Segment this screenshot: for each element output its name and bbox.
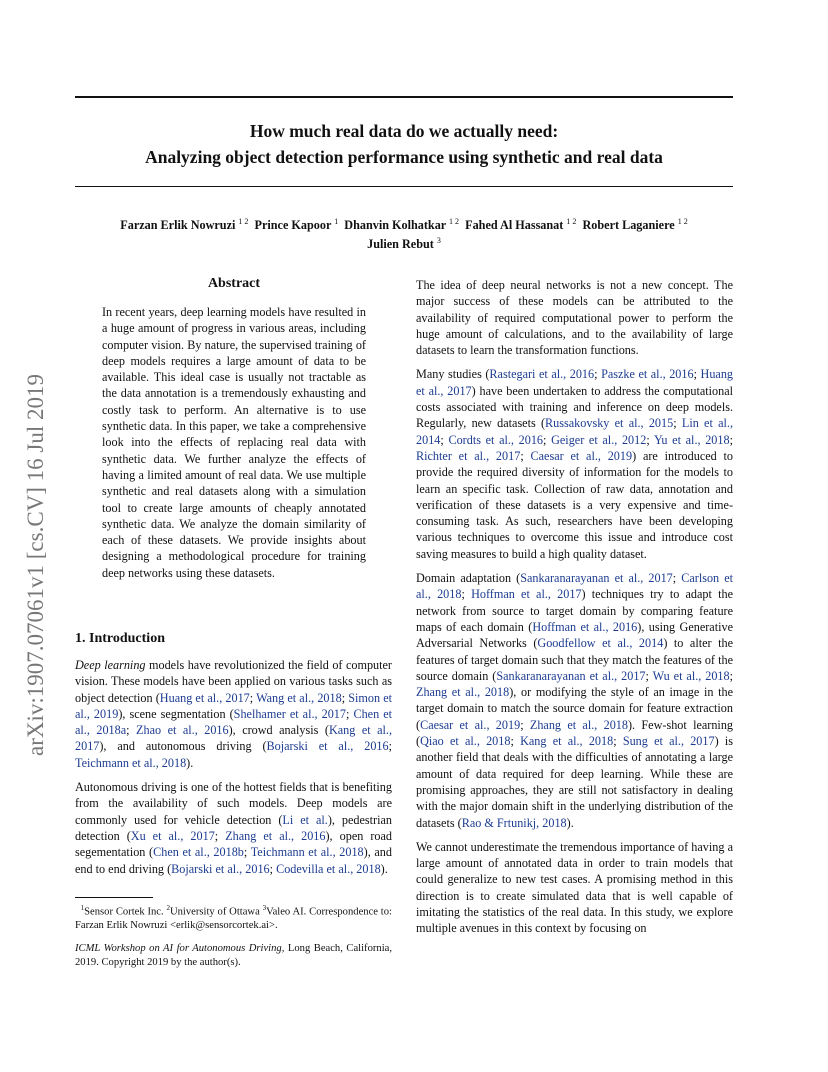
text-run: ) are introduced to provide the required diversity of information for the models to learn an specific task. Collection of raw data, annotation and verification of these datasets is a very expensive and time-consuming task. As such, researchers have been developing various techniques to overcome this issue and introduce cost saving measures to build a high quality dataset. bbox=[416, 448, 733, 561]
citation-link[interactable]: Teichmann et al., 2018 bbox=[250, 845, 364, 860]
citation-link[interactable]: Wang et al., 2018 bbox=[256, 690, 342, 705]
workshop-venue: ICML Workshop on AI for Autonomous Driving bbox=[75, 943, 282, 954]
section-heading-introduction: 1. Introduction bbox=[75, 631, 165, 646]
citation-link[interactable]: Li et al. bbox=[282, 812, 328, 827]
abstract-paragraph: In recent years, deep learning models have resulted in a huge amount of progress in various areas, including computer vision. By nature, the supervised training of deep models requires a large amount of data to be available. This ideal case is usually not tractable as the data annotation is a tremendously exhausting and costly task to perform. An alternative is to use synthetic data. In this paper, we take a comprehensive look into the effects of replacing real data with synthetic data. We further analyze the effects of having a limited amount of real data. We use multiple synthetic and real datasets along with a simulation tool to create large amounts of cheaply annotated synthetic data. We analyze the domain similarity of each of these datasets. We provide insights about designing a methodological procedure for training deep networks using these datasets. bbox=[102, 305, 366, 580]
text-run: ), crowd analysis ( bbox=[228, 723, 329, 738]
text-run: ), or modifying the style of an image in the target domain to match the source domain for feature extraction ( bbox=[416, 685, 734, 732]
citation-link[interactable]: Sung et al., 2017 bbox=[622, 734, 715, 749]
author-name: Julien Rebut bbox=[367, 237, 434, 252]
author-name: Fahed Al Hassanat bbox=[465, 218, 564, 233]
author-affiliation: 1 2 bbox=[677, 217, 688, 226]
text-run: ), and end to end driving ( bbox=[75, 845, 392, 876]
title-top-rule bbox=[75, 96, 733, 98]
abstract-text bbox=[102, 304, 366, 589]
title-bottom-rule bbox=[75, 186, 733, 187]
citation-link[interactable]: Russakovsky et al., 2015 bbox=[545, 416, 674, 431]
citation-link[interactable]: Yu et al., 2018 bbox=[653, 432, 730, 447]
text-run: ). bbox=[566, 815, 574, 830]
author-line-2 bbox=[75, 233, 733, 252]
footnote-rule bbox=[75, 897, 153, 898]
text-run: ; bbox=[594, 367, 602, 382]
citation-link[interactable]: Zhang et al., 2016 bbox=[225, 828, 326, 843]
author-affiliation: 3 bbox=[436, 236, 441, 246]
citation-link[interactable]: Shelhamer et al., 2017 bbox=[233, 706, 346, 721]
text-run: ; bbox=[646, 432, 654, 447]
text-run: ) techniques try to adapt the network from source to target domain by comparing feature maps of each domain ( bbox=[416, 587, 734, 634]
body-paragraph bbox=[416, 839, 733, 937]
citation-link[interactable]: Caesar et al., 2019 bbox=[420, 717, 521, 732]
author-name: Prince Kapoor bbox=[254, 218, 332, 233]
text-run: ; bbox=[729, 432, 733, 447]
citation-link[interactable]: Wu et al., 2018 bbox=[652, 668, 730, 683]
author-line-1 bbox=[75, 214, 733, 233]
citation-link[interactable]: Rao & Frtunikj, 2018 bbox=[461, 815, 567, 830]
text-run: ; bbox=[243, 845, 251, 860]
citation-link[interactable]: Rastegari et al., 2016 bbox=[489, 367, 595, 382]
citation-link[interactable]: Carlson et al., 2018 bbox=[416, 571, 733, 602]
text-run: ; bbox=[613, 734, 623, 749]
citation-link[interactable]: Hoffman et al., 2016 bbox=[532, 619, 638, 634]
intro-paragraph-1 bbox=[75, 657, 392, 771]
citation-link[interactable]: Simon et al., 2019 bbox=[75, 690, 393, 721]
text-run: ) have been undertaken to address the computational costs associated with training and inference on deep models. Regularly, new datasets ( bbox=[416, 383, 733, 431]
abstract-heading: Abstract bbox=[207, 276, 261, 291]
citation-link[interactable]: Huang et al., 2017 bbox=[416, 367, 734, 398]
introduction-text bbox=[75, 657, 392, 885]
arxiv-identifier-text: arXiv:1907.07061v1 [cs.CV] 16 Jul 2019 bbox=[23, 373, 48, 756]
author-name: Farzan Erlik Nowruzi bbox=[120, 218, 236, 233]
citation-link[interactable]: Xu et al., 2017 bbox=[130, 828, 215, 843]
citation-link[interactable]: Bojarski et al., 2016 bbox=[171, 861, 270, 876]
author-list bbox=[75, 214, 733, 252]
citation-link[interactable]: Cordts et al., 2016 bbox=[448, 432, 544, 447]
title-line-2: Analyzing object detection performance using synthetic and real data bbox=[145, 147, 663, 167]
citation-link[interactable]: Codevilla et al., 2018 bbox=[276, 861, 381, 876]
author-affiliation: 1 2 bbox=[238, 217, 249, 226]
text-run: Domain adaptation ( bbox=[416, 571, 521, 586]
citation-link[interactable]: Chen et al., 2018b bbox=[153, 845, 244, 860]
text-run: We cannot underestimate the tremendous importance of having a large amount of annotated data in order to train models that could generalize to new test cases. A promising method in this direction is to create simulated data that is well capable of imitating the statistics of the real data. In this study, we explore multiple avenues in this context by focusing on bbox=[416, 839, 733, 936]
body-paragraph bbox=[416, 366, 733, 562]
affiliation-footnote: $^1$Sensor Cortek Inc. $^2$University of Ottawa $^3$Valeo AI. Correspondence to: Farzan Erlik Nowruzi <erlik@sensorcortek.ai>. bbox=[75, 904, 392, 932]
text-run: ), open road segementation ( bbox=[75, 828, 393, 860]
body-paragraph bbox=[416, 277, 733, 358]
affiliation-2: University of Ottawa bbox=[169, 906, 260, 918]
citation-link[interactable]: Richter et al., 2017 bbox=[416, 448, 521, 463]
text-run: models have revolutionized the field of computer vision. These models have been applied on various tasks such as object detection ( bbox=[75, 658, 392, 705]
text-run: ; bbox=[693, 367, 701, 382]
author-affiliation: 1 2 bbox=[449, 217, 460, 226]
text-run: ; bbox=[672, 571, 682, 586]
text-run: ; bbox=[520, 717, 530, 732]
text-run: ; bbox=[126, 723, 137, 738]
text-run: ; bbox=[269, 861, 277, 876]
text-run: ; bbox=[214, 828, 226, 843]
citation-link[interactable]: Kang et al., 2018 bbox=[520, 734, 614, 749]
text-run: ; bbox=[543, 432, 552, 447]
citation-link[interactable]: Caesar et al., 2019 bbox=[530, 448, 633, 463]
citation-link[interactable]: Lin et al., 2014 bbox=[416, 416, 734, 447]
author-affiliation: 1 2 bbox=[566, 217, 577, 226]
text-run: ), scene segmentation ( bbox=[118, 706, 234, 721]
text-run: ). Few-shot learning ( bbox=[416, 717, 734, 749]
text-run: ; bbox=[346, 706, 354, 721]
text-run: ; bbox=[729, 668, 733, 683]
citation-link[interactable]: Paszke et al., 2016 bbox=[601, 367, 694, 382]
citation-link[interactable]: Kang et al., 2017 bbox=[75, 723, 393, 754]
citation-link[interactable]: Huang et al., 2017 bbox=[159, 690, 250, 705]
citation-link[interactable]: Zhang et al., 2018 bbox=[529, 717, 628, 732]
affiliation-3: Valeo AI. bbox=[266, 906, 307, 918]
text-run: ) to alter the features of target domain such that they match the features of the source domain ( bbox=[416, 636, 734, 683]
text-run: ), using Generative Adversarial Networks ( bbox=[416, 619, 733, 651]
citation-link[interactable]: Goodfellow et al., 2014 bbox=[537, 636, 664, 651]
right-column-text bbox=[416, 277, 733, 945]
workshop-details: , Long Beach, California, 2019. Copyright 2019 by the author(s). bbox=[75, 943, 392, 968]
affiliation-1: Sensor Cortek Inc. bbox=[84, 906, 164, 918]
citation-link[interactable]: Qiao et al., 2018 bbox=[420, 734, 511, 749]
intro-paragraph-2 bbox=[75, 779, 392, 877]
emphasized-text: Deep learning bbox=[75, 658, 146, 672]
text-run: ). bbox=[186, 755, 194, 770]
text-run: ), and autonomous driving ( bbox=[99, 739, 267, 754]
citation-link[interactable]: Hoffman et al., 2017 bbox=[471, 587, 582, 602]
author-name: Robert Laganiere bbox=[582, 218, 675, 233]
citation-link[interactable]: Bojarski et al., 2016 bbox=[266, 739, 389, 754]
text-run: ; bbox=[673, 416, 682, 431]
text-run: ). bbox=[380, 861, 388, 876]
body-paragraph bbox=[416, 570, 733, 831]
author-name: Dhanvin Kolhatkar bbox=[344, 218, 446, 233]
text-run: Autonomous driving is one of the hottest fields that is benefiting from the availability of such models. Deep models are commonly used for vehicle detection ( bbox=[75, 780, 392, 827]
citation-link[interactable]: Geiger et al., 2012 bbox=[551, 432, 647, 447]
text-run: ) is another field that deals with the difficulties of annotating a large amount of data required for deep learning. While these are promising approaches, they are still not satisfactory in dealing with the major domain shift in the underlying distribution of the datasets ( bbox=[416, 734, 733, 830]
citation-link[interactable]: Chen et al., 2018a bbox=[75, 706, 393, 738]
text-run: ; bbox=[510, 734, 521, 749]
citation-link[interactable]: Zhao et al., 2016 bbox=[136, 723, 229, 738]
text-run: ; bbox=[461, 587, 472, 602]
text-run: ; bbox=[249, 690, 257, 705]
text-run: The idea of deep neural networks is not a new concept. The major success of these models can be attributed to the availability of required computational power to perform the huge amount of calculations, and to the availability of large datasets to learn the transformation functions. bbox=[416, 278, 733, 358]
text-run: Many studies ( bbox=[416, 367, 490, 382]
paper-title bbox=[75, 118, 733, 170]
citation-link[interactable]: Sankaranarayanan et al., 2017 bbox=[496, 668, 646, 683]
text-run: ; bbox=[440, 432, 449, 447]
text-run: ; bbox=[645, 668, 653, 683]
text-run: ; bbox=[520, 448, 531, 463]
text-run: ), pedestrian detection ( bbox=[75, 812, 392, 843]
citation-link[interactable]: Teichmann et al., 2018 bbox=[75, 755, 187, 770]
text-run: ; bbox=[341, 690, 349, 705]
correspondence: Correspondence to: Farzan Erlik Nowruzi <erlik@sensorcortek.ai>. bbox=[75, 906, 392, 932]
title-line-1: How much real data do we actually need: bbox=[249, 121, 559, 141]
author-affiliation: 1 bbox=[334, 217, 339, 226]
citation-link[interactable]: Sankaranarayanan et al., 2017 bbox=[520, 571, 673, 586]
text-run: ; bbox=[388, 739, 392, 754]
workshop-notice bbox=[75, 942, 392, 969]
arxiv-identifier bbox=[24, 294, 48, 756]
citation-link[interactable]: Zhang et al., 2018 bbox=[416, 685, 510, 700]
